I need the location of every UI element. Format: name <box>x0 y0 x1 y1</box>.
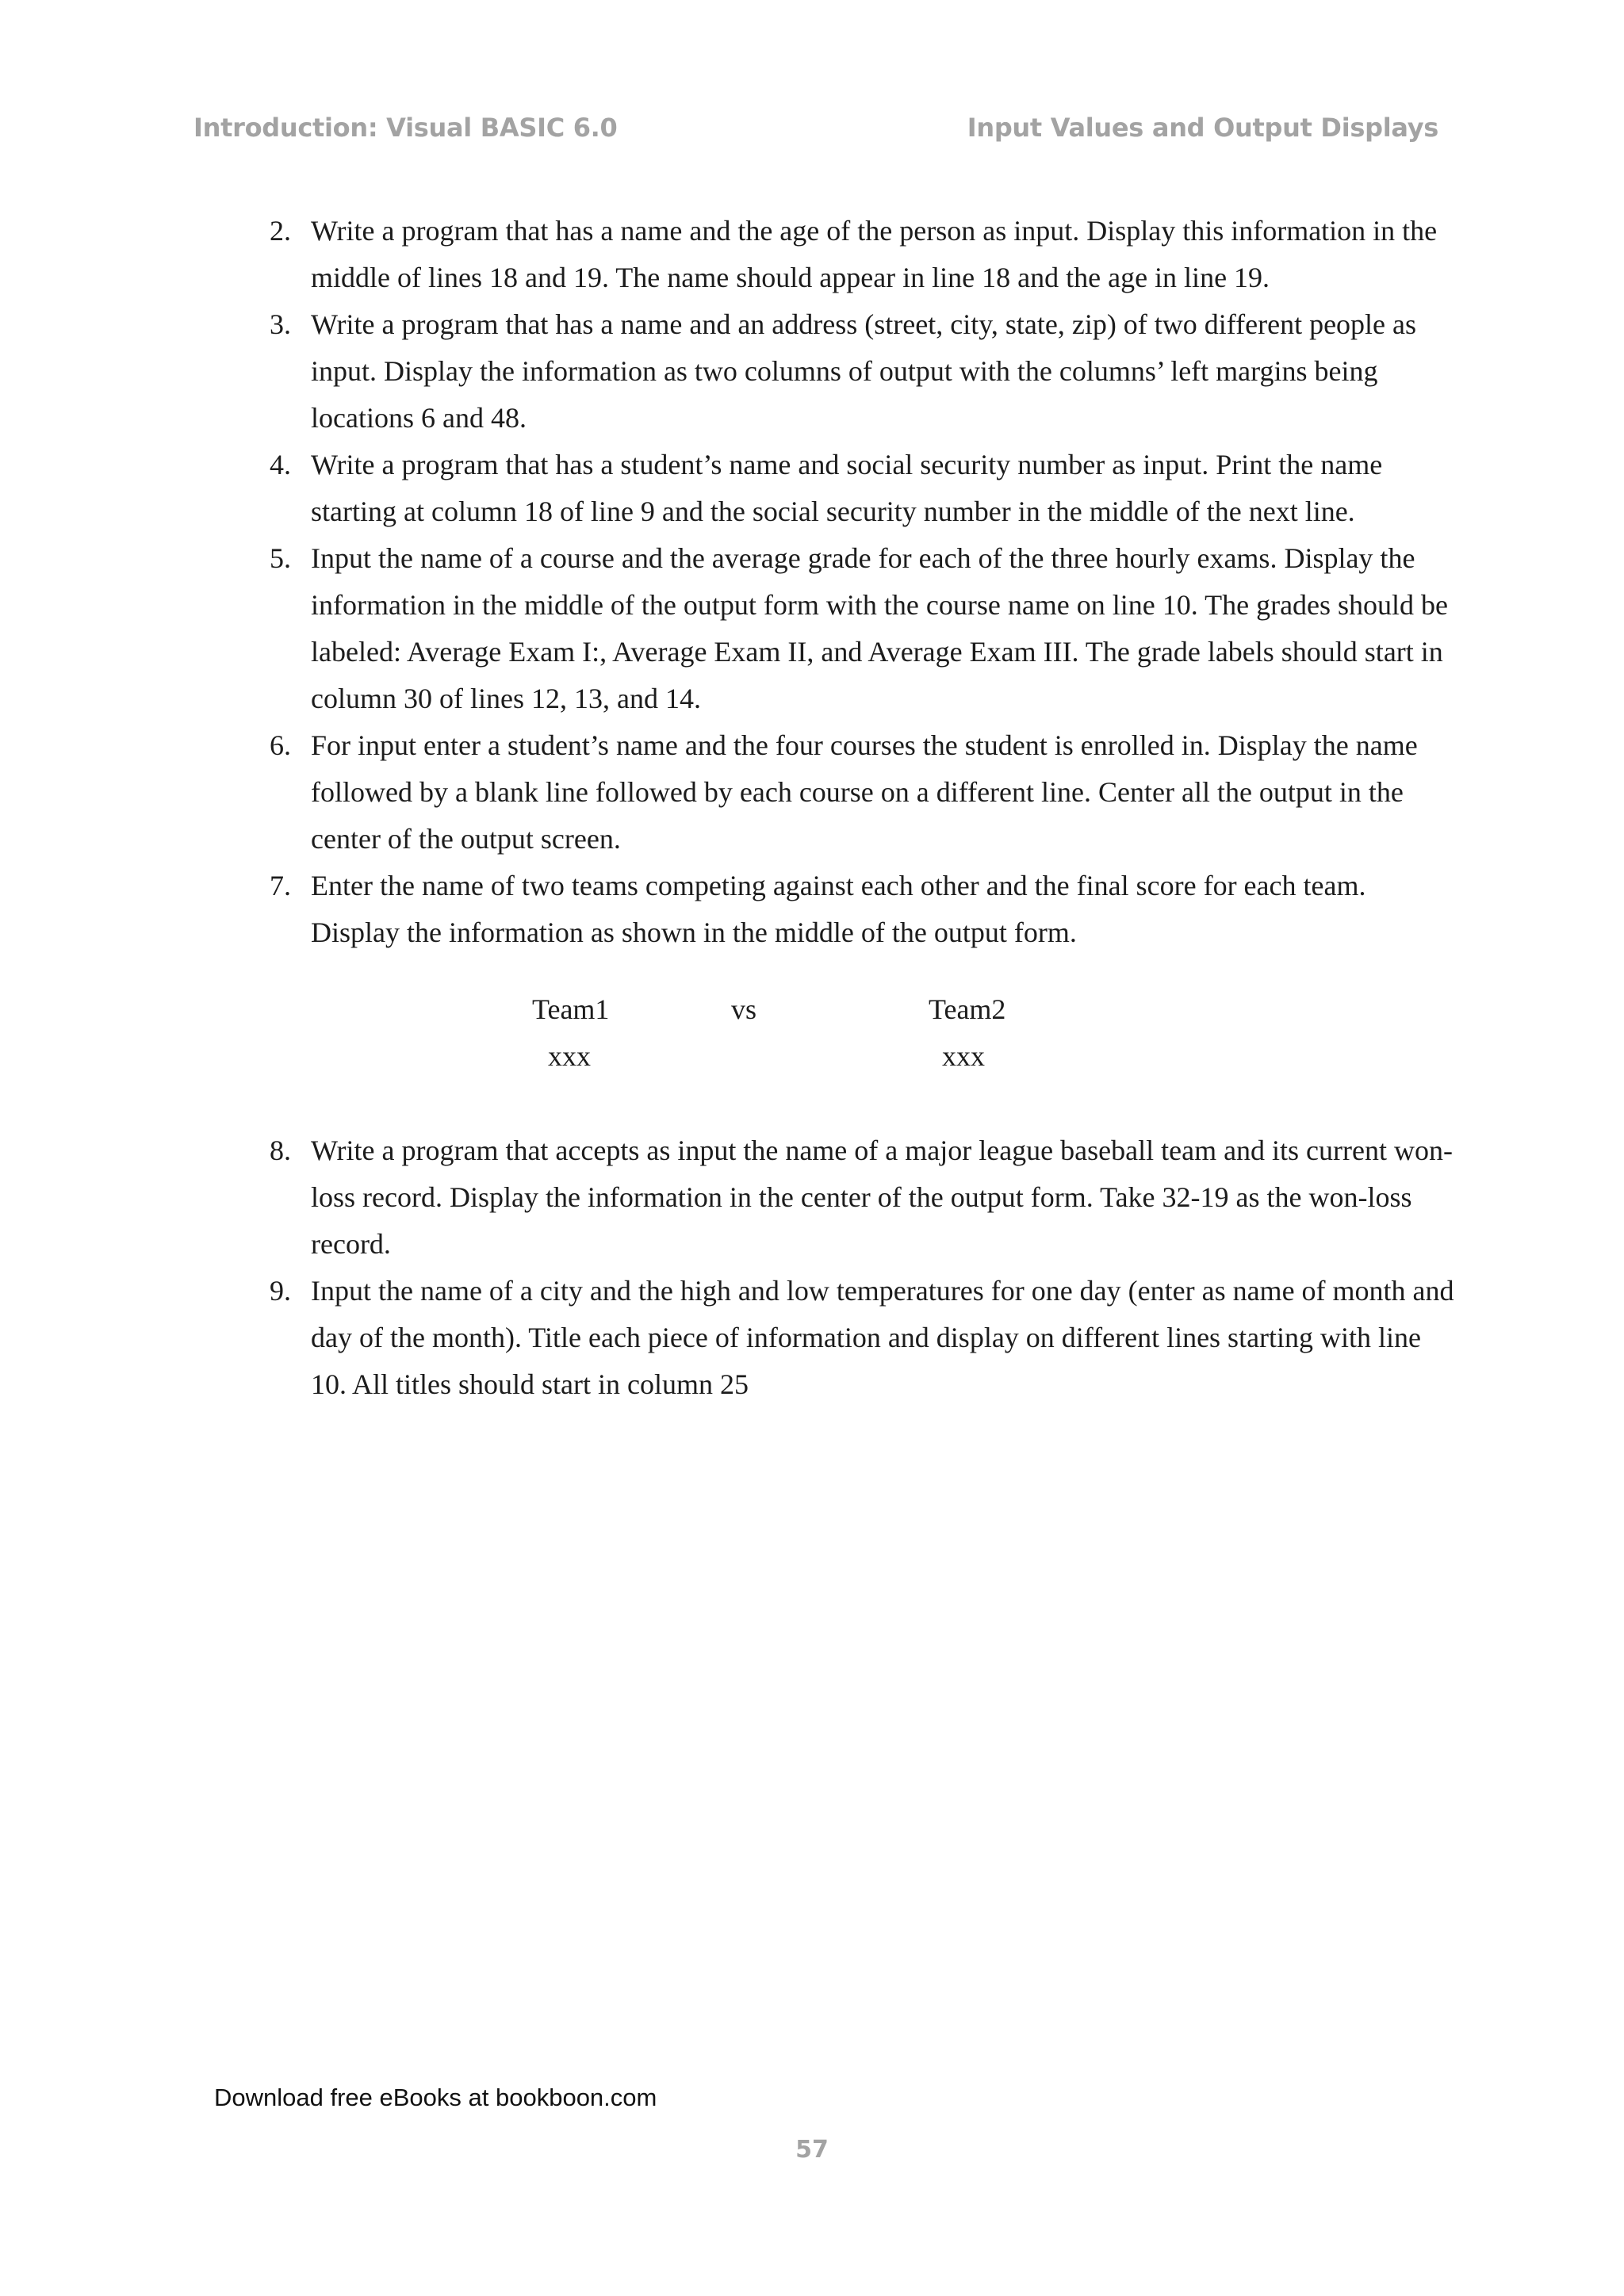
exercise-number: 4. <box>270 449 291 480</box>
exercise-text: Enter the name of two teams competing against each other and the final score for each team. Display the information as shown in the middle of the output form. <box>311 870 1366 948</box>
page-number: 57 <box>795 2136 829 2164</box>
footer-promo-link[interactable]: Download free eBooks at bookboon.com <box>214 2084 657 2111</box>
exercise-item-5 <box>270 535 1459 722</box>
vs-label: vs <box>731 993 757 1025</box>
exercise-number: 5. <box>270 542 291 574</box>
running-header-chapter-title: Input Values and Output Displays <box>967 113 1438 143</box>
exercise-number: 3. <box>270 308 291 340</box>
team2-label: Team2 <box>929 993 1006 1025</box>
exercise-item-4 <box>270 442 1459 535</box>
exercise-item-3 <box>270 301 1459 442</box>
exercise-text: Write a program that has a student’s name and social security number as input. Print the name starting at column 18 of line 9 and the social security number in the middle of the next line. <box>311 449 1383 527</box>
exercise-item-6 <box>270 722 1459 863</box>
exercise-text: Write a program that has a name and the age of the person as input. Display this information in the middle of lines 18 and 19. The name should appear in line 18 and the age in line 19. <box>311 215 1438 293</box>
exercise-text: For input enter a student’s name and the four courses the student is enrolled in. Display the name followed by a blank line followed by each course on a different line. Center all the output in the center of the output screen. <box>311 729 1418 855</box>
team1-label: Team1 <box>532 993 610 1025</box>
exercise-item-2 <box>270 208 1459 301</box>
exercise-item-9 <box>270 1268 1459 1408</box>
exercise-number: 7. <box>270 870 291 901</box>
exercise-number: 2. <box>270 215 291 247</box>
exercise-text: Input the name of a course and the average grade for each of the three hourly exams. Display the information in the middle of the output form with the course name on line 10. The grades should be labeled: Average Exam I:, Average Exam II, and Average Exam III. The grade labels should start in column 30 of lines 12, 13, and 14. <box>311 542 1449 714</box>
exercise-number: 8. <box>270 1135 291 1166</box>
exercise-number: 9. <box>270 1275 291 1307</box>
exercise-list <box>270 208 1459 1408</box>
exercise-item-8 <box>270 1127 1459 1268</box>
exercise-text: Input the name of a city and the high and low temperatures for one day (enter as name of month and day of the month). Title each piece of information and display on different lines starting with line 10. All titles should start in column 25 <box>311 1275 1454 1400</box>
running-header-book-title: Introduction: Visual BASIC 6.0 <box>193 113 618 143</box>
team1-score: xxx <box>548 1040 591 1072</box>
exercise-text: Write a program that accepts as input the name of a major league baseball team and its current won-loss record. Display the information in the center of the output form. Take 32-19 as the won-loss record. <box>311 1135 1453 1260</box>
team2-score: xxx <box>942 1040 985 1072</box>
exercise-number: 6. <box>270 729 291 761</box>
exercise-text: Write a program that has a name and an address (street, city, state, zip) of two different people as input. Display the information as two columns of output with the columns’ left margins being locations 6 and 48. <box>311 308 1417 434</box>
team-score-example <box>311 986 1459 1112</box>
exercise-item-7 <box>270 863 1459 1112</box>
